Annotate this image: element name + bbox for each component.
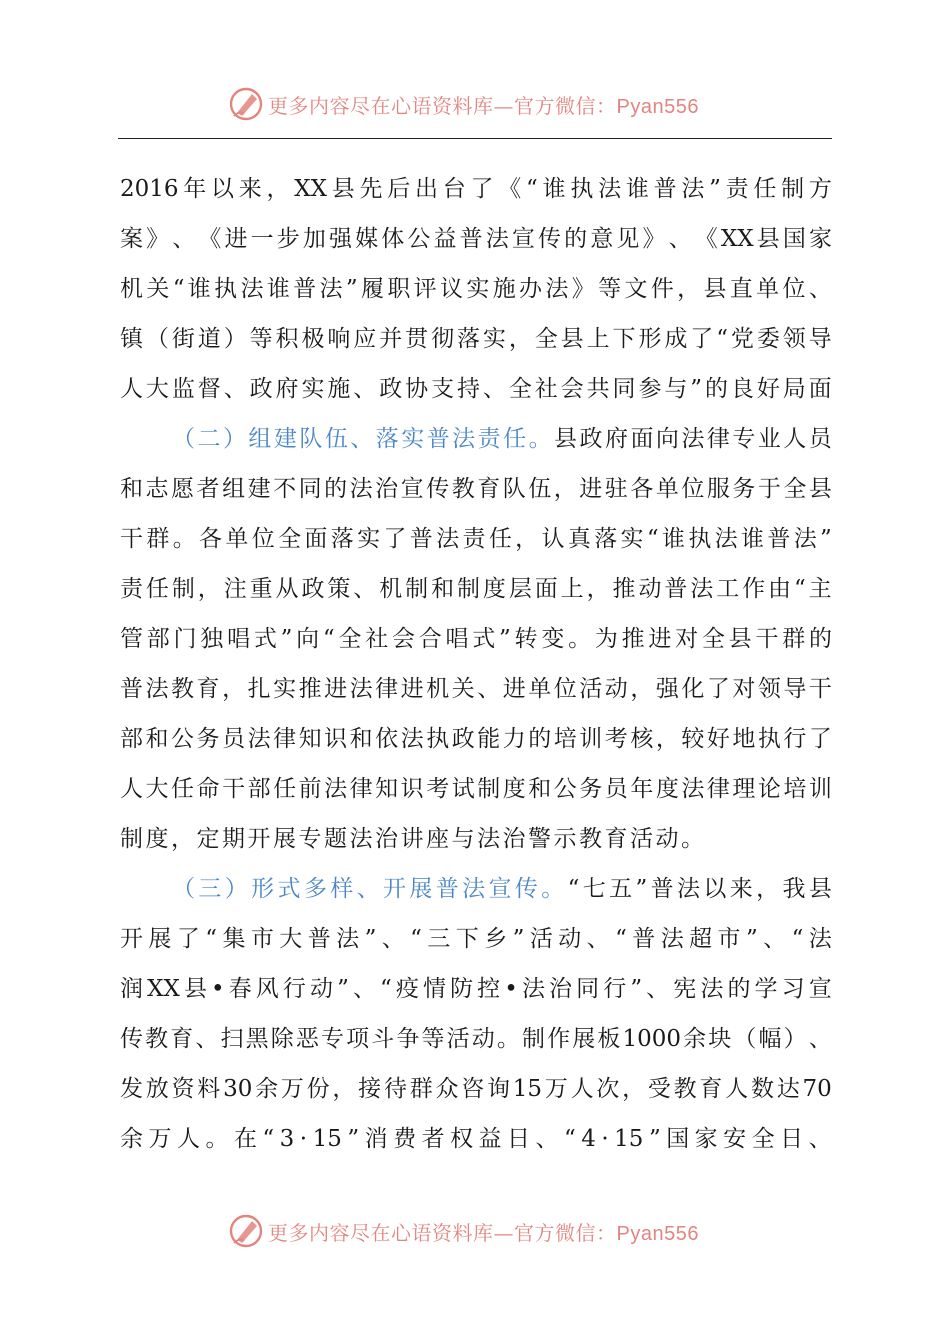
text-line: 人 大 任 命 干 部 任 前 法 律 知 识 考 试 制 度 和 公 务 员 年 度 法 律 理 论 培 训 — [120, 776, 832, 802]
document-body — [120, 164, 832, 1164]
text-line: 责 任 制 ， 注 重 从 政 策 、 机 制 和 制 度 层 面 上 ， 推 动 普 法 工 作 由 “ 主 — [120, 576, 832, 602]
footer-banner-text: 更多内容尽在心语资料库—官方微信：Pyan556 — [268, 1220, 699, 1245]
footer-banner — [228, 1212, 699, 1250]
text-line: 干 群 。 各 单 位 全 面 落 实 了 普 法 责 任 ， 认 真 落 实 “ 谁 执 法 谁 普 法 ” — [120, 526, 832, 552]
header-divider — [118, 138, 832, 139]
text-line: 普 法 教 育 ， 扎 实 推 进 法 律 进 机 关 、 进 单 位 活 动 ， 强 化 了 对 领 导 干 — [120, 676, 832, 702]
header-banner — [228, 85, 699, 123]
text-line: 人 大 监 督 、 政 府 实 施 、 政 协 支 持 、 全 社 会 共 同 参 与 ” 的 良 好 局 面 — [120, 376, 832, 402]
text-line: 发 放 资 料 30 余 万 份 ， 接 待 群 众 咨 询 15 万 人 次 ， 受 教 育 人 数 达 70 — [120, 1076, 832, 1102]
text-line: 管 部 门 独 唱 式 ” 向 “ 全 社 会 合 唱 式 ” 转 变 。 为 推 进 对 全 县 干 群 的 — [120, 626, 832, 652]
text-line: 和 志 愿 者 组 建 不 同 的 法 治 宣 传 教 育 队 伍 ， 进 驻 各 单 位 服 务 于 全 县 — [120, 476, 832, 502]
text-line: 2016 年 以 来 ， XX 县 先 后 出 台 了 《 “ 谁 执 法 谁 普 法 ” 责 任 制 方 — [120, 176, 832, 202]
text-line: 余 万 人 。 在 “ 3 · 15 ” 消 费 者 权 益 日 、 “ 4 · 15 ” 国 家 安 全 日 、 — [120, 1126, 832, 1152]
text-line: 润 XX 县 • 春 风 行 动 ” 、 “ 疫 情 防 控 • 法 治 同 行 ” 、 宪 法 的 学 习 宣 — [120, 976, 832, 1002]
text-line: 部 和 公 务 员 法 律 知 识 和 依 法 执 政 能 力 的 培 训 考 核 ， 较 好 地 执 行 了 — [120, 726, 832, 752]
text-line: 镇 （ 街 道 ） 等 积 极 响 应 并 贯 彻 落 实 ， 全 县 上 下 形 成 了 “ 党 委 领 导 — [120, 326, 832, 352]
text-line: （ 三 ） 形 式 多 样 、 开 展 普 法 宣 传 。 “ 七 五 ” 普 法 以 来 ， 我 县 — [172, 876, 832, 902]
text-line: （ 二 ） 组 建 队 伍 、 落 实 普 法 责 任 。 县 政 府 面 向 法 律 专 业 人 员 — [172, 426, 832, 452]
text-line: 传 教 育 、 扫 黑 除 恶 专 项 斗 争 等 活 动 。 制 作 展 板 1000 余 块 （ 幅 ） 、 — [120, 1026, 832, 1052]
text-line: 开 展 了 “ 集 市 大 普 法 ” 、 “ 三 下 乡 ” 活 动 、 “ 普 法 超 市 ” 、 “ 法 — [120, 926, 832, 952]
text-line: 制 度 ， 定 期 开 展 专 题 法 治 讲 座 与 法 治 警 示 教 育 活 动 。 — [120, 826, 704, 852]
text-line: 机 关 “ 谁 执 法 谁 普 法 ” 履 职 评 议 实 施 办 法 》 等 文 件 ， 县 直 单 位 、 — [120, 276, 832, 302]
pen-logo-icon — [228, 86, 264, 122]
pen-logo-icon — [228, 1213, 264, 1249]
header-banner-text: 更多内容尽在心语资料库—官方微信：Pyan556 — [268, 93, 699, 118]
text-line: 案 》 、 《 进 一 步 加 强 媒 体 公 益 普 法 宣 传 的 意 见 》 、 《 XX 县 国 家 — [120, 226, 832, 252]
